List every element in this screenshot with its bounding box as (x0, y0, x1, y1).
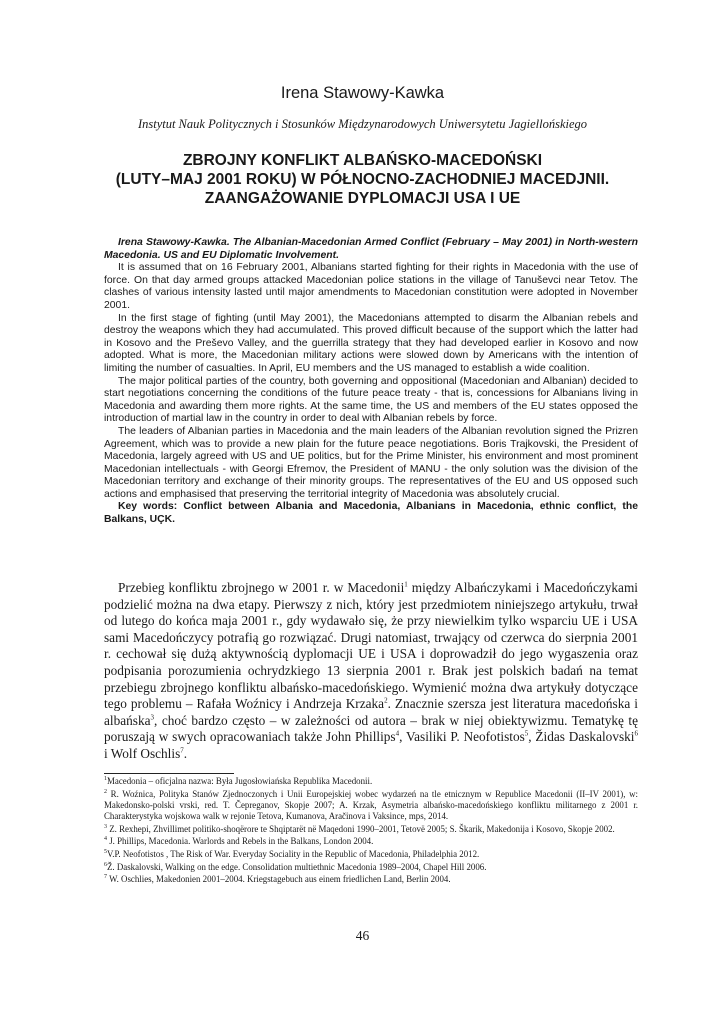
footnote (104, 824, 638, 835)
footnote (104, 862, 638, 873)
footnote-number: 5 (104, 849, 107, 855)
body-paragraph (104, 580, 638, 763)
footnote-ref[interactable]: 7 (180, 746, 184, 755)
footnote-number: 2 (104, 788, 107, 795)
footnote-ref[interactable]: 2 (384, 696, 388, 705)
title-line: (LUTY–MAJ 2001 ROKU) W PÓŁNOCNO-ZACHODNIEJ MACEDJNII. (115, 171, 610, 188)
footnote-text: Z. Rexhepi, Zhvillimet politiko-shoqërore te Shqiptarët në Maqedoni 1990–2001, Tetovë 2005; S. Škarik, Makedonija i Kosovo, Skopje 2002. (109, 823, 615, 834)
body-text-run: , choć bardzo często – w zależności od autora – brak w niej obiektywizmu. Tematykę tę poruszają w swych opracowaniach także John Phillips (104, 712, 638, 745)
footnotes (104, 776, 638, 887)
body-text-run: , Židas Daskalovski (528, 729, 635, 745)
author-name: Irena Stawowy-Kawka (280, 84, 445, 102)
footnote-ref[interactable]: 4 (395, 729, 400, 738)
footnote-text: J. Phillips, Macedonia. Warlords and Rebels in the Balkans, London 2004. (109, 836, 374, 847)
footnote-ref[interactable]: 5 (524, 729, 529, 738)
body-text-run: Przebieg konfliktu zbrojnego w 2001 r. w Macedonii (118, 580, 405, 595)
footnote (104, 874, 638, 885)
abstract-heading: Irena Stawowy-Kawka. The Albanian-Macedonian Armed Conflict (February – May 2001) in North-western Macedonia. US and EU Diplomatic Involvement. (104, 237, 638, 261)
footnote-divider (104, 773, 234, 774)
abstract-paragraph: It is assumed that on 16 February 2001, Albanians started fighting for their rights in Macedonia with the use of force. On that day armed groups attacked Macedonian police stations in the village of Tanuševci near Tetov. The clashes of various intensity lasted until major amendments to Macedonian constitution were adopted in November 2001. (104, 262, 638, 311)
body-text-run: , Vasiliki P. Neofotistos (399, 729, 525, 745)
footnote-text: W. Oschlies, Makedonien 2001–2004. Kriegstagebuch aus einem friedlichen Land, Berlin 2004. (109, 874, 451, 885)
footnote-number: 7 (104, 874, 107, 881)
footnote-number: 1 (104, 776, 107, 783)
body-text-run: . (183, 745, 188, 761)
keywords: Key words: Conflict between Albania and Macedonia, Albanians in Macedonia, ethnic conflict, the Balkans, UÇK. (104, 501, 638, 526)
footnote (104, 836, 638, 847)
footnote (104, 849, 638, 860)
abstract (104, 237, 638, 527)
footnote-number: 4 (104, 836, 107, 843)
abstract-paragraph: In the first stage of fighting (until May 2001), the Macedonians attempted to disarm the Albanian rebels and destroy the weapons which they had accumulated. This proved difficult because of the support which the latter had in Kosovo and the Preševo Valley, and the guerrilla strategy that they had developed earlier in Kosovo and now adopted. What is more, the Macedonian military actions were slowed down by Americans with the intention of limiting the number of casualties. In April, EU members and the US managed to establish a wide coalition. (104, 312, 638, 374)
footnote-text: V.P. Neofotistos , The Risk of War. Everyday Sociality in the Republic of Macedonia, Philadelphia 2012. (107, 848, 480, 859)
body-text-run: między Albańczykami i Macedończykami podzielić można na dwa etapy. Pierwszy z nich, który jest przedmiotem niniejszego artykułu, trwał od lutego do końca maja 2001 r., gdy wydawało się, że przy niewielkim tylko wsparciu UE i USA sami Macedończycy potrafią go rozwiązać. Drugi natomiast, trwający od czerwca do sierpnia 2001 r. cechował się dużą aktywnością dyplomacji UE i USA i doprowadził do jego wygaszenia oraz podpisania porozumienia ochrydzkiego 13 sierpnia 2001 r. Brak jest polskich badań na temat przebiegu zbrojnego konfliktu albańsko-macedońskiego. Wymienić można dwa artykuły dotyczące tego problemu – Rafała Woźnicy i Andrzeja Krzaka (104, 580, 638, 712)
abstract-paragraph: The leaders of Albanian parties in Macedonia and the main leaders of the Albanian revolution signed the Prizren Agreement, which was to provide a new plain for the future peace negotiations. Boris Trajkovski, the President of Macedonia, largely agreed with US and UE politics, but for the Prime Minister, his environment and most prominent Macedonian intellectuals - with Georgi Efremov, the President of MANU - the only solution was the division of the Macedonian territory and exchange of their minority groups. The representatives of the EU and US opposed such actions and emphasised that preserving the territorial integrity of Macedonia was absolutely crucial. (104, 425, 638, 500)
title-line: ZBROJNY KONFLIKT ALBAŃSKO-MACEDOŃSKI (182, 152, 543, 169)
abstract-paragraph: The major political parties of the country, both governing and oppositional (Macedonian and Albanian) decided to start negotiations concerning the conditions of the future peace treaty - that is, concessions for Albanians living in Macedonia and awarding them more rights. At the same time, the US and members of the EU states opposed the introduction of martial law in the country in order to deal with Albanian rebels by force. (104, 375, 638, 425)
footnote-text: R. Woźnica, Polityka Stanów Zjednoczonych i Unii Europejskiej wobec wydarzeń na tle etnicznym w Republice Macedonii (II–IV 2001), w: Makedonsko-polski vrski, red. T. Čepreganov, Skopje 2007; A. Krzak, Asymetria albańsko-macedońskiego konfliktu militarnego z 2001 r. Charakterystyka wojskowa walk w rejonie Tetova, Kumanova, Aračinova i Vaksince, mps, 2014. (104, 788, 638, 822)
footnote-text: Macedonia – oficjalna nazwa: Była Jugosłowiańska Republika Macedonii. (107, 776, 373, 786)
footnote-number: 6 (104, 861, 107, 868)
footnote (104, 789, 638, 823)
page-number: 46 (355, 928, 370, 943)
footnote (104, 776, 638, 787)
article-title (60, 151, 665, 208)
footnote-text: Ž. Daskalovski, Walking on the edge. Consolidation multiethnic Macedonia 1989–2004, Chapel Hill 2006. (107, 861, 487, 872)
footnote-ref[interactable]: 1 (404, 580, 408, 589)
footnote-number: 3 (104, 823, 107, 830)
title-line: ZAANGAŻOWANIE DYPLOMACJI USA I UE (204, 190, 521, 207)
body-text-run: . Znacznie szersza jest literatura macedońska i albańska (104, 696, 638, 728)
footnote-ref[interactable]: 3 (150, 713, 155, 722)
footnote-ref[interactable]: 6 (634, 729, 638, 738)
author-affiliation: Instytut Nauk Politycznych i Stosunków Międzynarodowych Uniwersytetu Jagiellońskiego (137, 117, 588, 131)
body-text (104, 580, 638, 763)
body-text-run: i Wolf Oschlis (104, 745, 181, 761)
